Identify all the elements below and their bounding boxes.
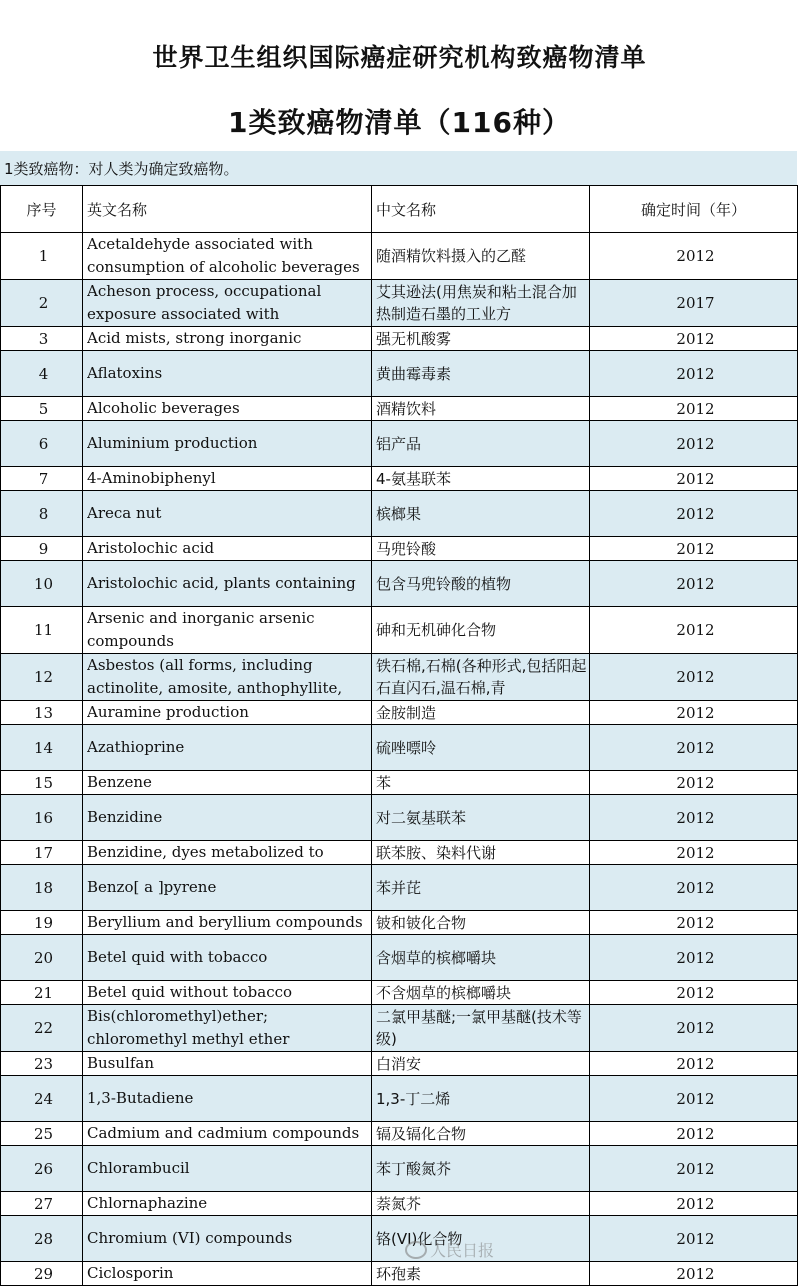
row-english-name-text: Betel quid without tobacco — [87, 983, 293, 1001]
row-year-text: 2012 — [676, 399, 715, 418]
row-year-text: 2012 — [676, 843, 715, 862]
row-number-text: 24 — [33, 1089, 54, 1108]
document-title: 世界卫生组织国际癌症研究机构致癌物清单 — [152, 43, 647, 72]
row-chinese-name-text: 黄曲霉毒素 — [376, 364, 452, 383]
table-row — [1, 1146, 798, 1192]
row-number — [1, 1192, 83, 1216]
row-year — [590, 841, 798, 865]
row-chinese-name — [372, 654, 590, 701]
table-row — [1, 1192, 798, 1216]
table-row — [1, 865, 798, 911]
row-chinese-name-text: 硫唑嘌呤 — [376, 738, 437, 757]
row-english-name-text: Aristolochic acid — [87, 539, 215, 557]
row-number-text: 2 — [38, 294, 49, 312]
row-chinese-name — [372, 1052, 590, 1076]
table-row — [1, 561, 798, 607]
row-year-text: 2012 — [676, 1124, 715, 1143]
row-year — [590, 607, 798, 654]
row-english-name — [83, 397, 372, 421]
watermark — [405, 1238, 494, 1261]
header-chinese-name: 中文名称 — [372, 186, 590, 233]
row-chinese-name-text: 铁石棉,石棉(各种形式,包括阳起石直闪石,温石棉,青 — [376, 657, 587, 697]
row-number-text: 18 — [33, 878, 54, 897]
row-year-text: 2012 — [676, 621, 715, 639]
row-year-text: 2012 — [676, 1089, 715, 1108]
row-english-name — [83, 654, 372, 701]
row-english-name-text: Chlorambucil — [87, 1159, 190, 1177]
row-number-text: 23 — [33, 1054, 54, 1073]
row-english-name — [83, 1122, 372, 1146]
row-chinese-name-text: 包含马兜铃酸的植物 — [376, 574, 512, 593]
row-english-name — [83, 935, 372, 981]
row-chinese-name-text: 不含烟草的槟榔嚼块 — [376, 983, 512, 1002]
row-year-text: 2012 — [676, 878, 715, 897]
row-chinese-name-text: 环孢素 — [376, 1264, 422, 1283]
row-chinese-name — [372, 981, 590, 1005]
row-chinese-name-text: 白消安 — [376, 1054, 422, 1073]
row-chinese-name — [372, 795, 590, 841]
table-row — [1, 841, 798, 865]
row-number-text: 15 — [33, 773, 54, 792]
row-english-name — [83, 351, 372, 397]
row-english-name — [83, 280, 372, 327]
row-number-text: 19 — [33, 913, 54, 932]
weibo-icon — [405, 1241, 427, 1259]
row-number — [1, 1146, 83, 1192]
row-number — [1, 1076, 83, 1122]
table-row — [1, 1216, 798, 1262]
row-english-name — [83, 771, 372, 795]
row-number — [1, 491, 83, 537]
row-chinese-name — [372, 607, 590, 654]
row-number — [1, 771, 83, 795]
table-header-row — [1, 186, 798, 233]
table-row — [1, 607, 798, 654]
watermark-text: 人民日报 — [430, 1241, 495, 1260]
row-year-text: 2012 — [676, 773, 715, 792]
row-number-text: 22 — [33, 1019, 54, 1037]
row-number-text: 16 — [33, 808, 54, 827]
row-english-name-text: Benzo[ a ]pyrene — [87, 878, 217, 896]
table-row — [1, 935, 798, 981]
row-chinese-name-text: 金胺制造 — [376, 703, 437, 722]
table-row — [1, 1052, 798, 1076]
row-year-text: 2012 — [676, 1229, 715, 1248]
row-year — [590, 397, 798, 421]
table-row — [1, 771, 798, 795]
row-number — [1, 1262, 83, 1286]
row-english-name — [83, 701, 372, 725]
row-number-text: 8 — [38, 504, 49, 523]
row-english-name — [83, 725, 372, 771]
row-chinese-name-text: 含烟草的槟榔嚼块 — [376, 948, 497, 967]
row-chinese-name — [372, 725, 590, 771]
row-number-text: 14 — [33, 738, 54, 757]
row-chinese-name — [372, 280, 590, 327]
row-number — [1, 865, 83, 911]
table-row — [1, 725, 798, 771]
row-english-name — [83, 911, 372, 935]
table-row — [1, 1122, 798, 1146]
row-english-name-text: Asbestos (all forms, including actinolite, amosite, anthophyllite, — [87, 656, 343, 697]
row-english-name-text: Aluminium production — [87, 434, 258, 452]
row-year — [590, 351, 798, 397]
row-chinese-name — [372, 865, 590, 911]
row-english-name-text: 4-Aminobiphenyl — [87, 469, 216, 487]
row-number-text: 20 — [33, 948, 54, 967]
row-year-text: 2012 — [676, 808, 715, 827]
row-number-text: 5 — [38, 399, 49, 418]
row-english-name-text: Busulfan — [87, 1054, 154, 1072]
row-number-text: 4 — [38, 364, 49, 383]
row-year-text: 2012 — [676, 504, 715, 523]
row-year — [590, 233, 798, 280]
row-number-text: 25 — [33, 1124, 54, 1143]
row-chinese-name — [372, 935, 590, 981]
row-year — [590, 865, 798, 911]
row-number-text: 7 — [38, 469, 49, 488]
row-number — [1, 1052, 83, 1076]
row-year-text: 2012 — [676, 738, 715, 757]
row-english-name-text: Aflatoxins — [87, 364, 163, 382]
row-chinese-name — [372, 701, 590, 725]
row-chinese-name — [372, 841, 590, 865]
row-year — [590, 467, 798, 491]
row-number — [1, 701, 83, 725]
row-chinese-name — [372, 491, 590, 537]
row-english-name — [83, 841, 372, 865]
row-english-name-text: Cadmium and cadmium compounds — [87, 1124, 360, 1142]
row-number — [1, 841, 83, 865]
row-year-text: 2012 — [676, 1194, 715, 1213]
row-english-name-text: Chlornaphazine — [87, 1194, 208, 1212]
row-number-text: 26 — [33, 1159, 54, 1178]
row-english-name — [83, 795, 372, 841]
row-english-name — [83, 1052, 372, 1076]
table-row — [1, 795, 798, 841]
table-row — [1, 654, 798, 701]
table-row — [1, 1262, 798, 1286]
row-chinese-name — [372, 351, 590, 397]
row-chinese-name — [372, 1262, 590, 1286]
row-english-name-text: Benzidine, dyes metabolized to — [87, 843, 324, 861]
row-english-name — [83, 607, 372, 654]
row-english-name-text: Aristolochic acid, plants containing — [87, 574, 356, 592]
row-chinese-name — [372, 233, 590, 280]
table-row — [1, 491, 798, 537]
row-number-text: 6 — [38, 434, 49, 453]
row-year-text: 2012 — [676, 668, 715, 686]
row-english-name — [83, 1076, 372, 1122]
row-chinese-name-text: 萘氮芥 — [376, 1194, 422, 1213]
row-chinese-name-text: 二氯甲基醚;一氯甲基醚(技术等级) — [376, 1008, 582, 1048]
row-year — [590, 981, 798, 1005]
row-chinese-name-text: 铍和铍化合物 — [376, 913, 467, 932]
header-year: 确定时间（年） — [590, 186, 798, 233]
table-row — [1, 981, 798, 1005]
row-chinese-name — [372, 1192, 590, 1216]
row-english-name-text: Acid mists, strong inorganic — [87, 329, 302, 347]
table-row — [1, 421, 798, 467]
row-chinese-name — [372, 421, 590, 467]
row-number-text: 10 — [33, 574, 54, 593]
row-chinese-name — [372, 537, 590, 561]
row-english-name — [83, 537, 372, 561]
row-year — [590, 911, 798, 935]
table-row — [1, 911, 798, 935]
row-number — [1, 537, 83, 561]
row-english-name-text: Ciclosporin — [87, 1264, 174, 1282]
row-english-name-text: Areca nut — [87, 504, 162, 522]
row-english-name — [83, 1192, 372, 1216]
row-number — [1, 421, 83, 467]
row-year-text: 2012 — [676, 434, 715, 453]
row-number — [1, 795, 83, 841]
row-english-name — [83, 1262, 372, 1286]
row-chinese-name-text: 艾其逊法(用焦炭和粘土混合加热制造石墨的工业方 — [376, 283, 577, 323]
row-number-text: 9 — [38, 539, 49, 558]
row-number — [1, 397, 83, 421]
row-chinese-name — [372, 397, 590, 421]
row-year — [590, 537, 798, 561]
row-chinese-name — [372, 771, 590, 795]
row-number — [1, 607, 83, 654]
row-number — [1, 911, 83, 935]
row-number-text: 21 — [33, 983, 54, 1002]
row-english-name-text: Benzidine — [87, 808, 163, 826]
row-english-name-text: Betel quid with tobacco — [87, 948, 268, 966]
header-no: 序号 — [1, 186, 83, 233]
row-year — [590, 1262, 798, 1286]
row-chinese-name-text: 4-氨基联苯 — [376, 469, 451, 488]
row-chinese-name — [372, 1076, 590, 1122]
table-row — [1, 280, 798, 327]
row-number — [1, 351, 83, 397]
row-chinese-name — [372, 1122, 590, 1146]
row-year-text: 2012 — [676, 1019, 715, 1037]
row-number-text: 27 — [33, 1194, 54, 1213]
row-english-name — [83, 561, 372, 607]
row-chinese-name-text: 强无机酸雾 — [376, 329, 452, 348]
table-row — [1, 537, 798, 561]
row-english-name-text: Benzene — [87, 773, 152, 791]
row-number-text: 17 — [33, 843, 54, 862]
row-chinese-name-text: 槟榔果 — [376, 504, 422, 523]
table-row — [1, 233, 798, 280]
row-year — [590, 1216, 798, 1262]
carcinogen-table — [0, 185, 798, 1286]
row-chinese-name-text: 苯 — [376, 773, 392, 792]
row-chinese-name-text: 砷和无机砷化合物 — [376, 621, 497, 639]
row-chinese-name-text: 联苯胺、染料代谢 — [376, 843, 497, 862]
row-chinese-name — [372, 561, 590, 607]
row-chinese-name-text: 铝产品 — [376, 434, 422, 453]
table-row — [1, 1076, 798, 1122]
row-year-text: 2012 — [676, 1159, 715, 1178]
table-row — [1, 327, 798, 351]
row-english-name — [83, 981, 372, 1005]
row-english-name-text: Arsenic and inorganic arsenic compounds — [87, 609, 315, 650]
table-body — [1, 233, 798, 1286]
row-year — [590, 725, 798, 771]
row-number-text: 12 — [33, 668, 54, 686]
row-english-name-text: Acheson process, occupational exposure associated with — [87, 282, 322, 323]
row-chinese-name-text: 1,3-丁二烯 — [376, 1089, 451, 1108]
table-row — [1, 397, 798, 421]
row-number — [1, 1005, 83, 1052]
row-chinese-name — [372, 1146, 590, 1192]
row-number — [1, 233, 83, 280]
row-english-name — [83, 327, 372, 351]
row-english-name-text: 1,3-Butadiene — [87, 1089, 194, 1107]
row-number-text: 1 — [38, 247, 49, 265]
row-year — [590, 561, 798, 607]
row-year-text: 2012 — [676, 539, 715, 558]
row-number — [1, 725, 83, 771]
row-year-text: 2012 — [676, 948, 715, 967]
row-english-name-text: Auramine production — [87, 703, 249, 721]
row-year-text: 2012 — [676, 469, 715, 488]
row-year — [590, 327, 798, 351]
row-year-text: 2012 — [676, 329, 715, 348]
row-year — [590, 1192, 798, 1216]
row-english-name — [83, 865, 372, 911]
row-number — [1, 1216, 83, 1262]
row-chinese-name-text: 苯丁酸氮芥 — [376, 1159, 452, 1178]
row-english-name — [83, 233, 372, 280]
row-chinese-name-text: 镉及镉化合物 — [376, 1124, 467, 1143]
row-year-text: 2012 — [676, 574, 715, 593]
row-year — [590, 1005, 798, 1052]
row-english-name-text: Bis(chloromethyl)ether; chloromethyl methyl ether — [87, 1007, 290, 1048]
row-number — [1, 561, 83, 607]
row-english-name — [83, 1005, 372, 1052]
row-chinese-name-text: 苯并芘 — [376, 878, 422, 897]
row-year — [590, 1052, 798, 1076]
row-year — [590, 771, 798, 795]
row-year-text: 2012 — [676, 1054, 715, 1073]
row-number — [1, 327, 83, 351]
table-row — [1, 701, 798, 725]
row-english-name — [83, 1216, 372, 1262]
row-year — [590, 701, 798, 725]
row-number — [1, 981, 83, 1005]
row-number — [1, 935, 83, 981]
row-number-text: 13 — [33, 703, 54, 722]
row-english-name — [83, 1146, 372, 1192]
row-english-name — [83, 491, 372, 537]
row-chinese-name-text: 随酒精饮料摄入的乙醛 — [376, 247, 527, 265]
row-year-text: 2012 — [676, 364, 715, 383]
row-year-text: 2012 — [676, 703, 715, 722]
row-year — [590, 421, 798, 467]
row-english-name-text: Azathioprine — [87, 738, 185, 756]
row-chinese-name-text: 马兜铃酸 — [376, 539, 437, 558]
row-number-text: 11 — [33, 621, 54, 639]
row-year-text: 2017 — [676, 294, 715, 312]
row-number — [1, 1122, 83, 1146]
row-chinese-name-text: 对二氨基联苯 — [376, 808, 467, 827]
row-chinese-name — [372, 467, 590, 491]
row-year — [590, 795, 798, 841]
row-year — [590, 491, 798, 537]
row-year — [590, 935, 798, 981]
row-year — [590, 654, 798, 701]
row-number — [1, 467, 83, 491]
row-chinese-name-text: 酒精饮料 — [376, 399, 437, 418]
table-row — [1, 351, 798, 397]
row-english-name — [83, 421, 372, 467]
row-number — [1, 654, 83, 701]
row-year-text: 2012 — [676, 913, 715, 932]
row-year — [590, 1122, 798, 1146]
row-chinese-name — [372, 911, 590, 935]
category-note: 1类致癌物：对人类为确定致癌物。 — [0, 151, 797, 185]
document-subtitle: 1类致癌物清单（116种） — [228, 106, 571, 139]
row-chinese-name — [372, 327, 590, 351]
row-english-name-text: Beryllium and beryllium compounds — [87, 913, 363, 931]
table-row — [1, 1005, 798, 1052]
row-year — [590, 280, 798, 327]
row-year-text: 2012 — [676, 983, 715, 1002]
row-english-name-text: Acetaldehyde associated with consumption of alcoholic beverages — [87, 235, 360, 276]
row-english-name-text: Chromium (VI) compounds — [87, 1229, 293, 1247]
row-year-text: 2012 — [676, 247, 715, 265]
row-chinese-name — [372, 1005, 590, 1052]
row-number-text: 3 — [38, 329, 49, 348]
row-english-name-text: Alcoholic beverages — [87, 399, 240, 417]
row-chinese-name-text: 铬(VI)化合物 — [376, 1229, 463, 1248]
row-year — [590, 1076, 798, 1122]
table-row — [1, 467, 798, 491]
row-number-text: 29 — [33, 1264, 54, 1283]
row-number-text: 28 — [33, 1229, 54, 1248]
row-year-text: 2012 — [676, 1264, 715, 1283]
row-number — [1, 280, 83, 327]
header-english-name: 英文名称 — [83, 186, 372, 233]
row-english-name — [83, 467, 372, 491]
row-year — [590, 1146, 798, 1192]
